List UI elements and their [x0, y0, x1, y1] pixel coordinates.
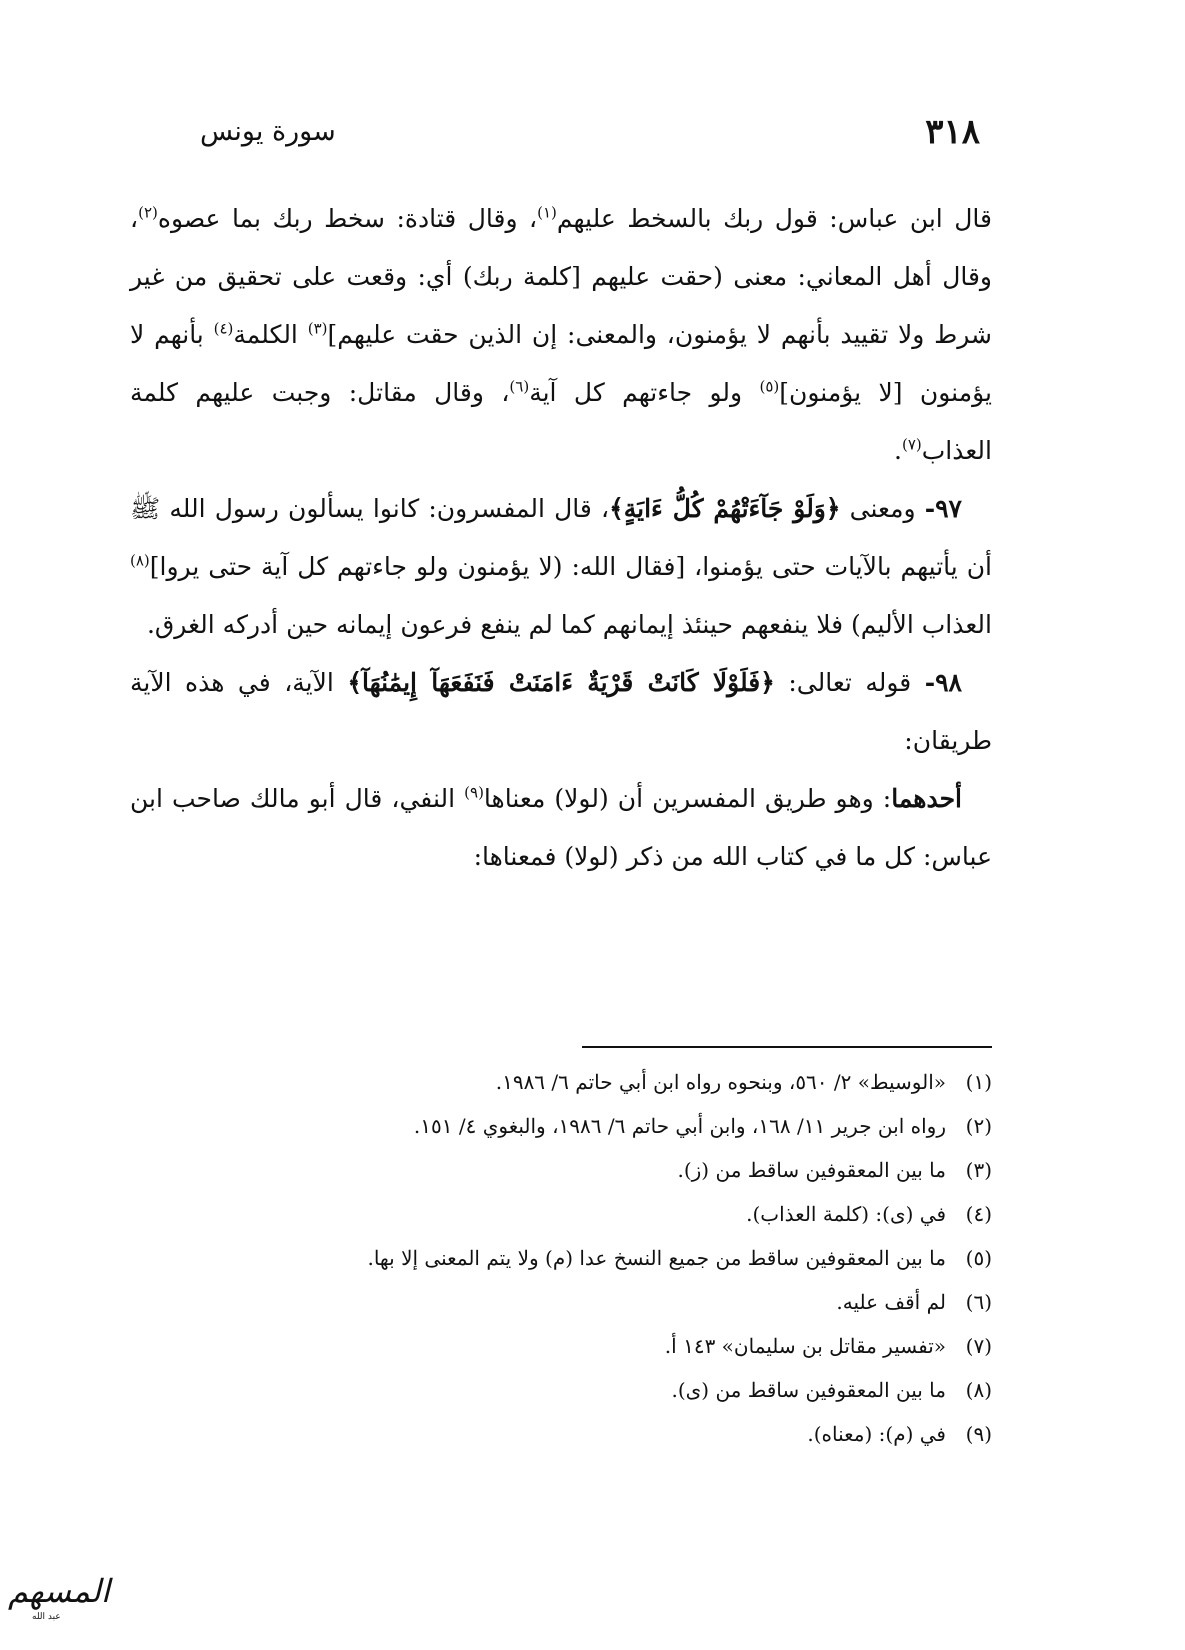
- text-run: ولو جاءتهم كل آية: [529, 378, 760, 407]
- verse-number: ٩٧-: [924, 494, 962, 523]
- footnote-1: [130, 1060, 992, 1104]
- footnote-ref-6: (٦): [509, 377, 530, 396]
- verse-number: ٩٨-: [924, 668, 962, 697]
- text-run: ، وقال قتادة: سخط ربك بما عصوه: [157, 204, 538, 233]
- footnote-text: «تفسير مقاتل بن سليمان» ١٤٣ أ.: [664, 1334, 946, 1358]
- footnote-text: رواه ابن جرير ١١/ ١٦٨، وابن أبي حاتم ٦/ ١٩٨٦، والبغوي ٤/ ١٥١.: [413, 1114, 946, 1138]
- footnote-5: [130, 1236, 992, 1280]
- text-run: النفي، قال أبو مالك صاحب ابن عباس: كل ما في كتاب الله من ذكر (لولا) فمعناها:: [130, 784, 992, 871]
- footnotes: [130, 1060, 992, 1456]
- text-run: قال ابن عباس: قول ربك بالسخط عليهم: [556, 204, 992, 233]
- footnote-ref-5: (٥): [759, 377, 780, 396]
- text-run: الآية، في هذه الآية طريقان:: [130, 668, 992, 755]
- text-run: ، وقال أهل المعاني: معنى (حقت عليهم [كلمة ربك) أي: وقعت على تحقيق من غير شرط ولا تقييد بأنهم لا يؤمنون، والمعنى: إن الذين حقت عليهم]: [130, 204, 992, 349]
- footnote-7: [130, 1324, 992, 1368]
- footnote-number: (٩): [965, 1422, 992, 1446]
- footnote-number: (٨): [965, 1378, 992, 1402]
- footnote-number: (٤): [965, 1202, 992, 1226]
- footnote-ref-1: (١): [537, 203, 557, 222]
- footnote-text: ما بين المعقوفين ساقط من جميع النسخ عدا (م) ولا يتم المعنى إلا بها.: [367, 1246, 946, 1270]
- page-header: [200, 112, 980, 172]
- footnote-number: (٣): [965, 1158, 992, 1182]
- paragraph-98: [130, 654, 992, 770]
- footnote-ref-9: (٩): [464, 783, 484, 802]
- text-run: .: [894, 436, 902, 465]
- bold-term: أحدهما: [891, 784, 962, 813]
- paragraph-1: [130, 190, 992, 480]
- text-run: الكلمة: [233, 320, 308, 349]
- footnote-ref-4: (٤): [213, 319, 234, 338]
- footnote-ref-2: (٢): [138, 203, 158, 222]
- footnote-ref-7: (٧): [901, 435, 922, 454]
- footnote-text: في (ى): (كلمة العذاب).: [746, 1202, 946, 1226]
- footnote-3: [130, 1148, 992, 1192]
- text-run: ومعنى: [840, 494, 925, 523]
- text-run: قوله تعالى:: [774, 668, 925, 697]
- footnote-2: [130, 1104, 992, 1148]
- footnote-divider: [582, 1046, 992, 1048]
- footnote-number: (٢): [965, 1114, 992, 1138]
- footnote-text: في (م): (معناه).: [807, 1422, 946, 1446]
- text-run: : وهو طريق المفسرين أن (لولا) معناها: [483, 784, 892, 813]
- text-run: بأنهم لا يؤمنون [لا يؤمنون]: [130, 320, 992, 407]
- footnote-text: لم أقف عليه.: [836, 1290, 946, 1314]
- footnote-ref-8: (٨): [130, 551, 150, 570]
- quran-quote: ﴿وَلَوْ جَآءَتْهُمْ كُلُّ ءَايَةٍ﴾: [609, 494, 841, 523]
- paragraph-97: [130, 480, 992, 654]
- logo-text: المسهم: [8, 1572, 110, 1610]
- running-title: سورة يونس: [200, 116, 336, 147]
- footnote-ref-3: (٣): [307, 319, 328, 338]
- footnote-text: ما بين المعقوفين ساقط من (ز).: [677, 1158, 946, 1182]
- quran-quote: ﴿فَلَوْلَا كَانَتْ قَرْيَةٌ ءَامَنَتْ فَنَفَعَهَآ إِيمَٰنُهَآ﴾: [347, 668, 775, 697]
- footnote-4: [130, 1192, 992, 1236]
- footnote-text: ما بين المعقوفين ساقط من (ى).: [671, 1378, 946, 1402]
- text-run: ، قال المفسرون: كانوا يسألون رسول الله ﷺ أن يأتيهم بالآيات حتى يؤمنوا، [فقال الله: (لا يؤمنون ولو جاءتهم كل آية حتى يروا]: [130, 494, 992, 581]
- footnote-8: [130, 1368, 992, 1412]
- footnote-number: (٦): [965, 1290, 992, 1314]
- footnote-6: [130, 1280, 992, 1324]
- footnote-text: «الوسيط» ٢/ ٥٦٠، وبنحوه رواه ابن أبي حاتم ٦/ ١٩٨٦.: [495, 1070, 946, 1094]
- footnote-number: (٥): [965, 1246, 992, 1270]
- footnote-9: [130, 1412, 992, 1456]
- text-run: العذاب الأليم) فلا ينفعهم حينئذ إيمانهم كما لم ينفع فرعون إيمانه حين أدركه الغرق.: [146, 610, 992, 639]
- main-text: [130, 190, 992, 886]
- watermark-logo: [8, 1568, 110, 1624]
- footnote-number: (٧): [965, 1334, 992, 1358]
- text-run: ، وقال مقاتل: وجبت عليهم كلمة العذاب: [130, 378, 992, 465]
- paragraph-first-method: [130, 770, 992, 886]
- page-number: ٣١٨: [925, 112, 980, 152]
- logo-subtext: عبد الله: [32, 1612, 61, 1622]
- footnote-number: (١): [965, 1070, 992, 1094]
